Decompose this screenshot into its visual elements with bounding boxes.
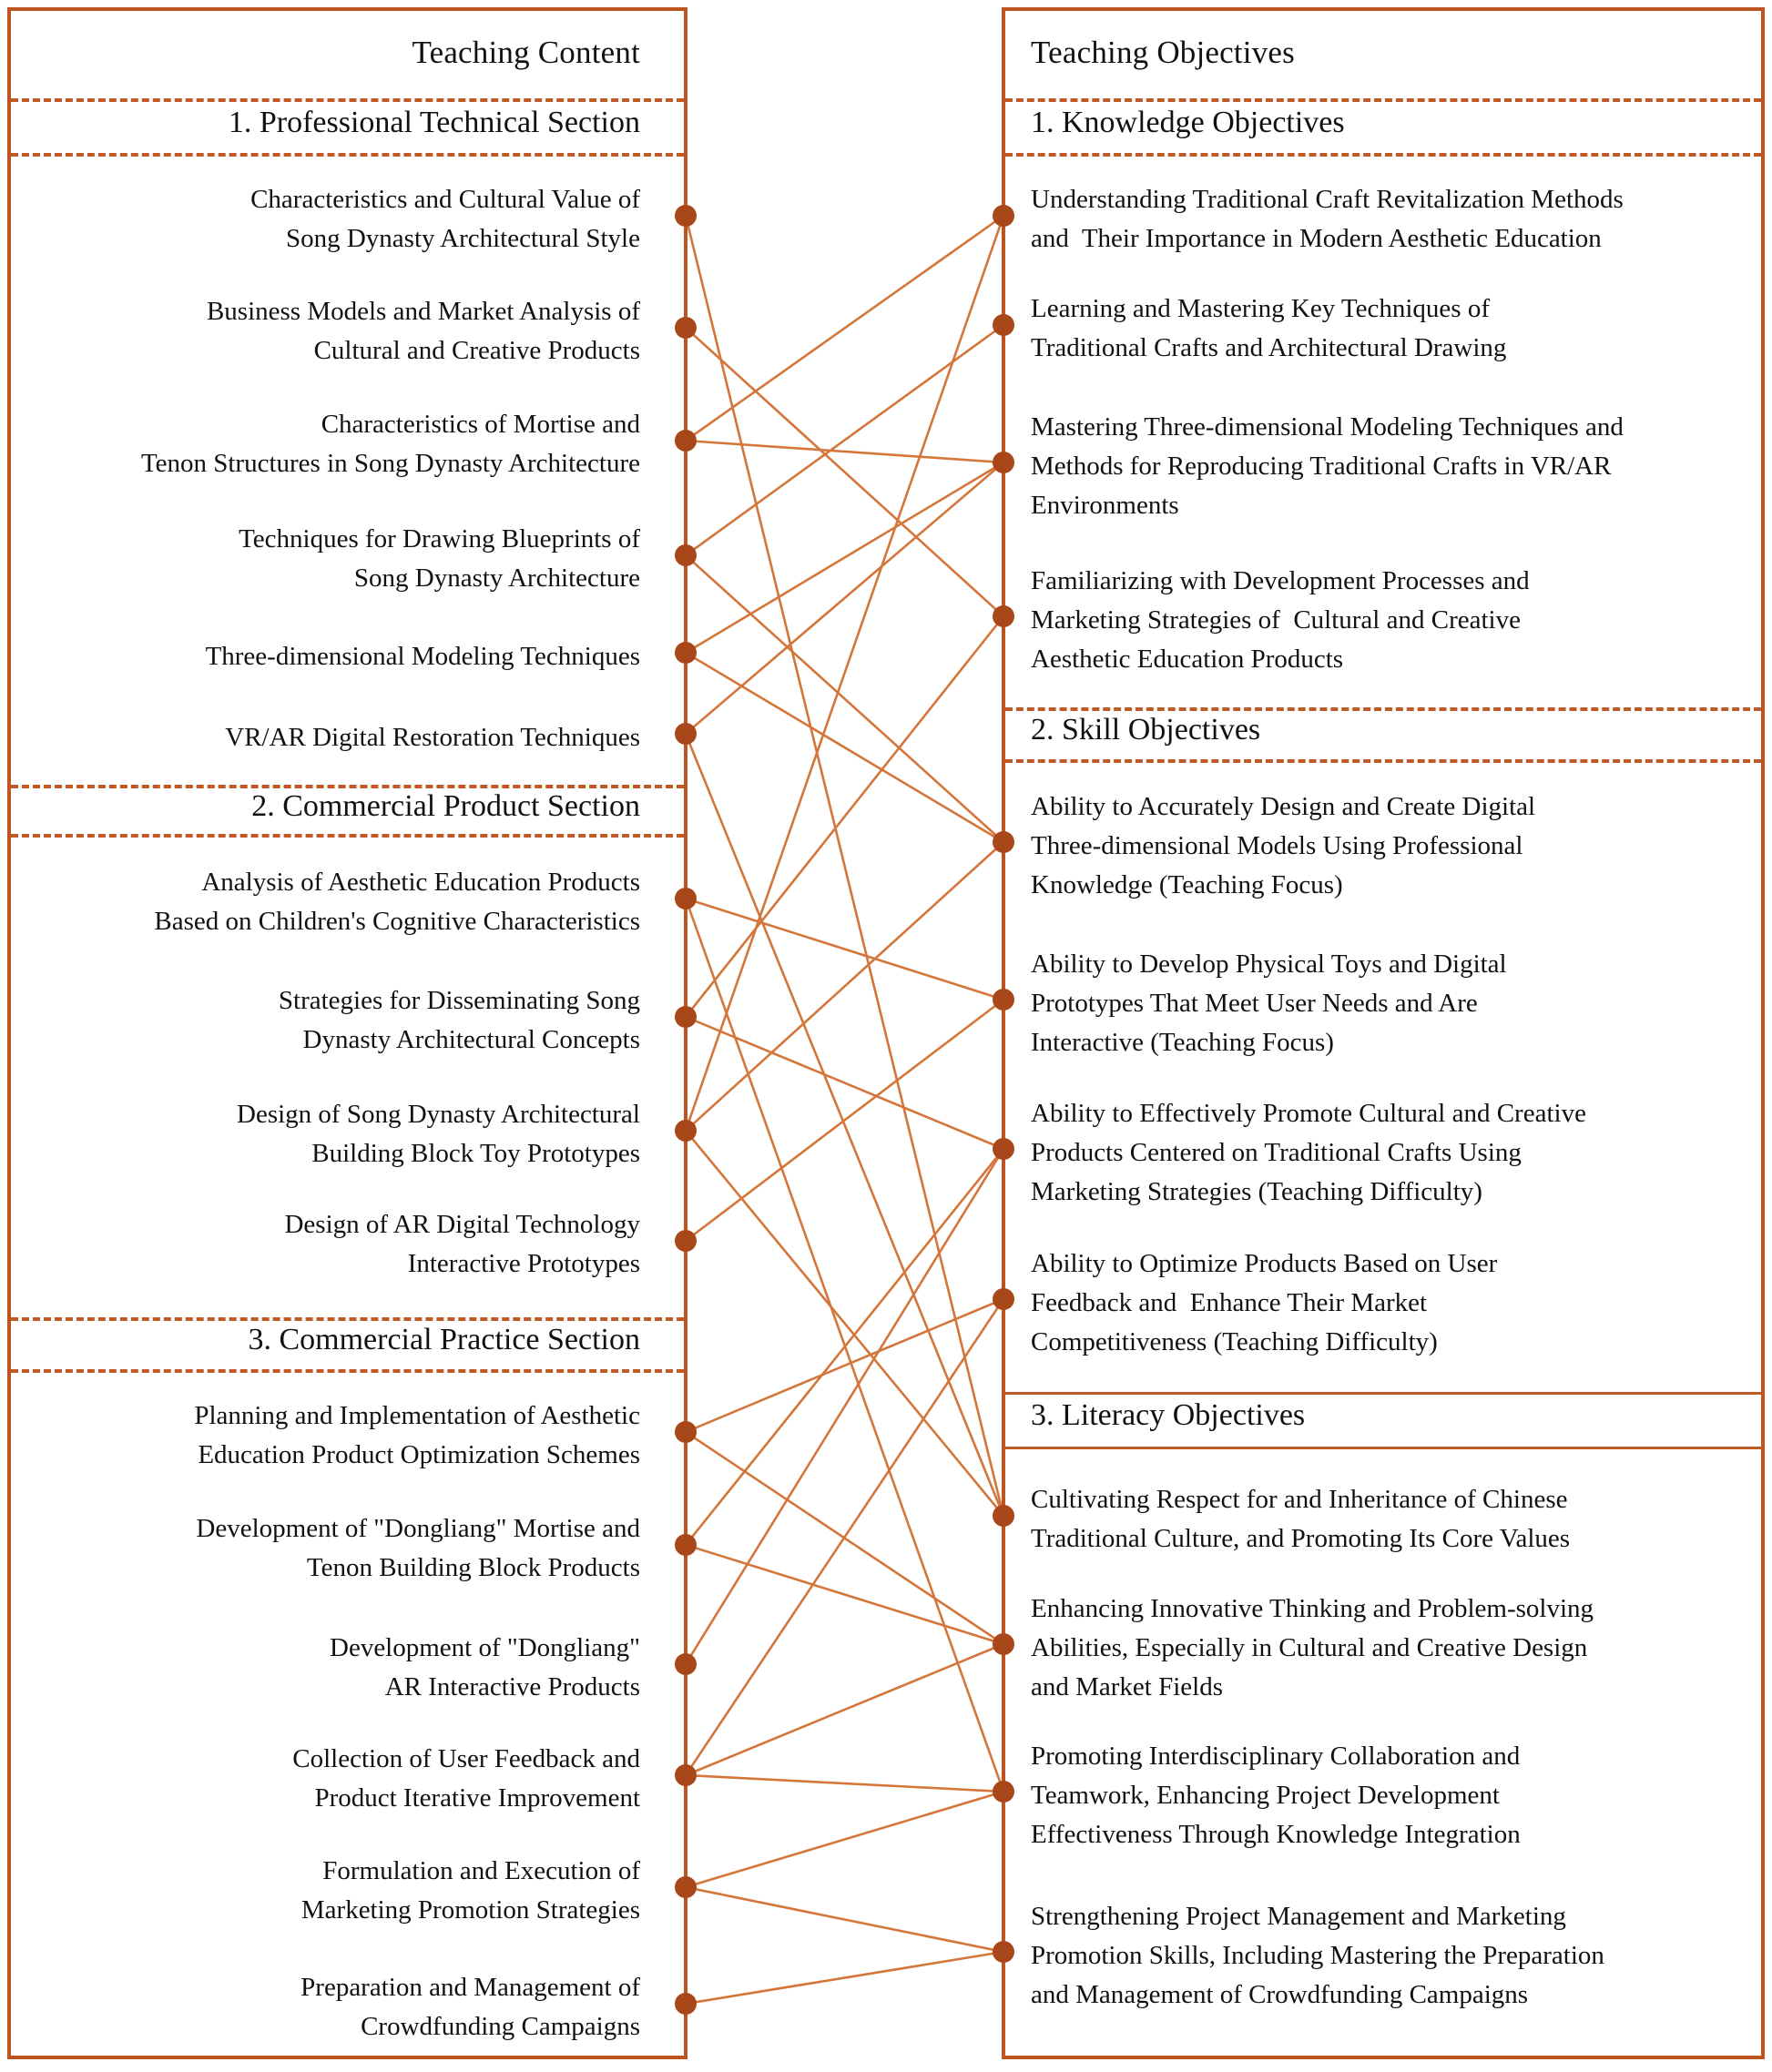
objective-item-line: Cultivating Respect for and Inheritance of Chinese: [1031, 1485, 1568, 1514]
objective-item-line: Marketing Strategies (Teaching Difficulty): [1031, 1176, 1482, 1206]
content-item-line: Development of "Dongliang" Mortise and: [196, 1514, 640, 1543]
content-item: [194, 1397, 640, 1475]
objective-item-line: Ability to Develop Physical Toys and Digital: [1031, 949, 1507, 979]
content-item-line: Song Dynasty Architectural Style: [285, 224, 640, 253]
section-separator-solid: [1005, 1392, 1761, 1395]
objective-item: [1031, 945, 1507, 1062]
content-item-line: AR Interactive Products: [384, 1672, 640, 1701]
section-separator-dashed: [1005, 98, 1761, 102]
section-header: 2. Commercial Product Section: [251, 789, 640, 823]
content-item: [206, 637, 640, 676]
objective-item-line: Products Centered on Traditional Crafts Using: [1031, 1137, 1522, 1167]
objective-item-line: Teamwork, Enhancing Project Development: [1031, 1780, 1500, 1810]
objective-item: [1031, 1094, 1586, 1212]
connector-line-L12-R7: [686, 1149, 1003, 1545]
content-item-line: Design of Song Dynasty Architectural: [237, 1100, 640, 1129]
connector-line-L1-R9: [686, 216, 1003, 1516]
section-header: 3. Commercial Practice Section: [248, 1323, 640, 1356]
objective-item-line: Traditional Crafts and Architectural Drawing: [1031, 333, 1507, 362]
objective-item-line: and Management of Crowdfunding Campaigns: [1031, 1979, 1529, 2009]
content-item-line: Song Dynasty Architecture: [353, 564, 640, 593]
left-panel-title: Teaching Content: [412, 35, 640, 70]
objective-item-line: Abilities, Especially in Cultural and Creative Design: [1031, 1632, 1588, 1662]
content-item-line: Three-dimensional Modeling Techniques: [205, 641, 640, 671]
objective-item-line: Learning and Mastering Key Techniques of: [1031, 294, 1490, 323]
content-item-line: Crowdfunding Campaigns: [361, 2012, 640, 2041]
section-separator-dashed: [11, 1369, 684, 1373]
objective-item-line: Effectiveness Through Knowledge Integration: [1031, 1819, 1521, 1849]
content-item-line: Formulation and Execution of: [322, 1856, 640, 1885]
connector-line-L8-R4: [686, 616, 1003, 1017]
objective-item-line: Understanding Traditional Craft Revitalization Methods: [1031, 185, 1624, 214]
teaching-content-panel: [7, 7, 687, 2059]
content-item-line: Analysis of Aesthetic Education Products: [201, 868, 640, 897]
connector-line-L7-R6: [686, 899, 1003, 1000]
objective-item-line: Mastering Three-dimensional Modeling Techniques and: [1031, 411, 1624, 442]
objective-item-line: Enhancing Innovative Thinking and Problem-solving: [1031, 1593, 1594, 1623]
connector-line-L5-R3: [686, 462, 1003, 653]
connector-line-L13-R7: [686, 1149, 1003, 1664]
objective-item-line: Three-dimensional Models Using Professional: [1031, 830, 1523, 860]
content-item-line: Planning and Implementation of Aesthetic: [194, 1401, 640, 1430]
objective-item-line: Knowledge (Teaching Focus): [1031, 869, 1343, 899]
content-item: [284, 1205, 640, 1284]
section-separator-dashed: [1005, 759, 1761, 763]
connector-line-L15-R11: [686, 1792, 1003, 1887]
objective-item: [1031, 408, 1624, 525]
content-item-line: Interactive Prototypes: [407, 1249, 640, 1278]
section-separator-dashed: [1005, 707, 1761, 711]
objective-item-line: Ability to Effectively Promote Cultural and Creative: [1031, 1098, 1586, 1128]
objective-item-line: Promotion Skills, Including Mastering the Preparation: [1031, 1940, 1604, 1970]
objective-item-line: Prototypes That Meet User Needs and Are: [1031, 988, 1478, 1018]
connector-line-L12-R10: [686, 1545, 1003, 1644]
objective-item-line: Familiarizing with Development Processes and: [1031, 565, 1530, 595]
objective-item: [1031, 289, 1506, 368]
section-separator-dashed: [11, 153, 684, 157]
connector-line-L11-R10: [686, 1432, 1003, 1644]
connector-line-L4-R5: [686, 555, 1003, 842]
connector-line-L3-R3: [686, 441, 1003, 462]
content-item: [300, 1968, 640, 2047]
content-item: [292, 1740, 640, 1818]
right-panel-title: Teaching Objectives: [1031, 35, 1295, 70]
connector-line-L6-R9: [686, 734, 1003, 1516]
content-item: [207, 292, 640, 371]
objective-item: [1031, 787, 1535, 905]
content-item: [239, 520, 640, 598]
content-item-line: Based on Children's Cognitive Characteristics: [154, 907, 640, 936]
connector-line-L4-R2: [686, 325, 1003, 555]
connector-line-L3-R1: [686, 216, 1003, 441]
objective-item: [1031, 180, 1624, 259]
content-item-line: Strategies for Disseminating Song: [278, 986, 640, 1015]
section-header: 1. Professional Technical Section: [228, 106, 640, 139]
content-item-line: Development of "Dongliang": [330, 1633, 640, 1662]
content-item-line: Collection of User Feedback and: [292, 1744, 640, 1773]
content-item-line: Characteristics and Cultural Value of: [250, 185, 640, 214]
connector-line-L11-R8: [686, 1299, 1003, 1432]
content-item-line: Marketing Promotion Strategies: [300, 1895, 640, 1925]
content-item: [279, 981, 640, 1060]
objective-item-line: Methods for Reproducing Traditional Crafts in VR/AR: [1031, 451, 1612, 481]
connector-line-L16-R12: [686, 1952, 1003, 2004]
connector-line-L8-R7: [686, 1017, 1003, 1149]
objective-item-line: Competitiveness (Teaching Difficulty): [1031, 1326, 1438, 1356]
section-separator-solid: [1005, 1447, 1761, 1449]
content-item-line: Cultural and Creative Products: [313, 336, 640, 365]
teaching-objectives-panel: [1002, 7, 1765, 2059]
content-item-line: Tenon Building Block Products: [306, 1553, 640, 1582]
connector-line-L10-R6: [686, 1000, 1003, 1241]
objective-item: [1031, 562, 1530, 679]
objective-item-line: Promoting Interdisciplinary Collaboration and: [1031, 1741, 1521, 1771]
content-item: [250, 180, 640, 259]
content-item-line: Characteristics of Mortise and: [321, 410, 640, 439]
objective-item: [1031, 1244, 1497, 1362]
connector-line-L6-R3: [686, 462, 1003, 734]
content-item: [196, 1509, 640, 1588]
connector-line-L5-R5: [686, 653, 1003, 842]
connector-line-L14-R10: [686, 1644, 1003, 1775]
objective-item-line: and Market Fields: [1031, 1671, 1224, 1701]
objective-item-line: Interactive (Teaching Focus): [1031, 1027, 1334, 1057]
objective-item-line: Environments: [1031, 490, 1179, 520]
connector-line-L14-R11: [686, 1775, 1003, 1792]
objective-item-line: Ability to Optimize Products Based on User: [1031, 1248, 1498, 1278]
objective-item-line: Aesthetic Education Products: [1031, 644, 1344, 674]
objective-item-line: Traditional Culture, and Promoting Its Core Values: [1031, 1524, 1571, 1553]
connector-line-L15-R12: [686, 1887, 1003, 1952]
objective-item: [1031, 1590, 1594, 1707]
content-item-line: Techniques for Drawing Blueprints of: [239, 524, 640, 554]
content-item-line: Dynasty Architectural Concepts: [302, 1025, 640, 1054]
content-item-line: Building Block Toy Prototypes: [311, 1139, 640, 1168]
content-item: [301, 1852, 640, 1930]
objective-item: [1031, 1897, 1604, 2015]
connector-line-L2-R4: [686, 328, 1003, 616]
content-item-line: VR/AR Digital Restoration Techniques: [225, 722, 640, 752]
content-item: [330, 1629, 640, 1707]
section-separator-dashed: [11, 785, 684, 788]
content-item-line: Education Product Optimization Schemes: [198, 1440, 640, 1469]
content-item: [225, 718, 640, 757]
content-item: [141, 405, 640, 483]
connector-line-L7-R11: [686, 899, 1003, 1792]
section-header: 3. Literacy Objectives: [1031, 1398, 1306, 1432]
objective-item-line: Feedback and Enhance Their Market: [1031, 1287, 1428, 1317]
content-item-line: Product Iterative Improvement: [314, 1783, 640, 1813]
connector-line-L14-R8: [686, 1299, 1003, 1775]
content-item: [154, 863, 640, 941]
content-item-line: Business Models and Market Analysis of: [206, 297, 640, 326]
content-item-line: Design of AR Digital Technology: [284, 1210, 640, 1239]
objective-item: [1031, 1737, 1521, 1854]
section-separator-dashed: [11, 834, 684, 838]
objective-item-line: Ability to Accurately Design and Create Digital: [1031, 791, 1536, 821]
section-separator-dashed: [1005, 153, 1761, 157]
section-header: 1. Knowledge Objectives: [1031, 106, 1345, 139]
objective-item-line: Strengthening Project Management and Marketing: [1031, 1901, 1566, 1931]
content-item-line: Preparation and Management of: [300, 1973, 640, 2002]
connector-line-L9-R9: [686, 1131, 1003, 1516]
section-separator-dashed: [11, 1317, 684, 1321]
section-separator-dashed: [11, 98, 684, 102]
objective-item-line: and Their Importance in Modern Aesthetic Education: [1031, 224, 1602, 253]
objective-item-line: Marketing Strategies of Cultural and Creative: [1031, 604, 1521, 635]
content-item: [237, 1095, 640, 1173]
content-item-line: Tenon Structures in Song Dynasty Architecture: [140, 449, 640, 478]
connector-line-L9-R5: [686, 842, 1003, 1131]
section-header: 2. Skill Objectives: [1031, 713, 1261, 747]
connector-line-L9-R1: [686, 216, 1003, 1131]
objective-item: [1031, 1480, 1570, 1559]
